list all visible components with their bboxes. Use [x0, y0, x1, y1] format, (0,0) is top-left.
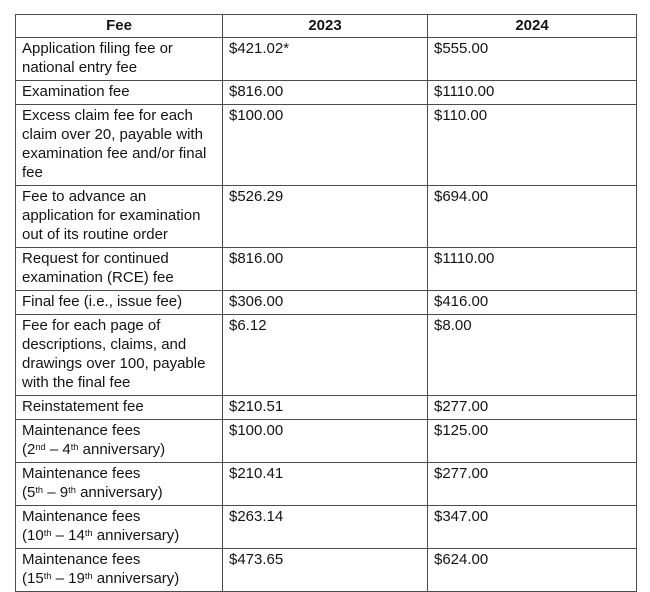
fee-cell-line: examination fee and/or final — [22, 145, 207, 162]
table-row — [16, 420, 637, 463]
table-row — [16, 38, 637, 81]
fee-cell-line: Maintenance fees — [22, 508, 141, 525]
fee-2024-cell: $347.00 — [428, 506, 637, 549]
fee-cell-line: descriptions, claims, and — [22, 336, 187, 353]
table-row — [16, 315, 637, 396]
header-fee: Fee — [16, 15, 223, 38]
fee-cell-line: national entry fee — [22, 59, 138, 76]
fee-2023-cell: $816.00 — [223, 81, 428, 105]
header-row — [16, 15, 637, 38]
fee-2023-cell: $473.65 — [223, 549, 428, 592]
fee-2024-cell: $8.00 — [428, 315, 637, 396]
fee-table-body — [16, 38, 637, 592]
fee-cell — [16, 549, 223, 592]
fee-2023-cell: $6.12 — [223, 315, 428, 396]
fee-2024-cell: $277.00 — [428, 396, 637, 420]
fee-2023-cell: $263.14 — [223, 506, 428, 549]
fee-2024-cell: $624.00 — [428, 549, 637, 592]
fee-cell-line: Maintenance fees — [22, 422, 141, 439]
fee-cell — [16, 506, 223, 549]
fee-cell-line: Excess claim fee for each — [22, 107, 193, 124]
fee-cell-line: Fee to advance an — [22, 188, 147, 205]
fee-2023-cell: $421.02* — [223, 38, 428, 81]
fee-cell-line: (2nd – 4th anniversary) — [22, 441, 166, 458]
fee-2023-cell: $100.00 — [223, 105, 428, 186]
fee-cell — [16, 291, 223, 315]
table-row — [16, 291, 637, 315]
table-row — [16, 463, 637, 506]
fee-cell-line: drawings over 100, payable — [22, 355, 206, 372]
header-2024: 2024 — [428, 15, 637, 38]
fee-2023-cell: $210.51 — [223, 396, 428, 420]
fee-cell-line: Maintenance fees — [22, 465, 141, 482]
table-row — [16, 186, 637, 248]
fee-2024-cell: $1110.00 — [428, 81, 637, 105]
table-row — [16, 549, 637, 592]
fee-cell — [16, 38, 223, 81]
fee-2024-cell: $694.00 — [428, 186, 637, 248]
fee-cell — [16, 105, 223, 186]
fee-cell-line: (5th – 9th anniversary) — [22, 484, 163, 501]
fee-cell-line: with the final fee — [22, 374, 131, 391]
fee-cell — [16, 186, 223, 248]
fee-cell-line: Fee for each page of — [22, 317, 161, 334]
fee-2024-cell: $416.00 — [428, 291, 637, 315]
fee-cell — [16, 463, 223, 506]
fee-2024-cell: $277.00 — [428, 463, 637, 506]
fee-cell-line: Examination fee — [22, 83, 130, 100]
fee-cell-line: fee — [22, 164, 43, 181]
fee-table — [15, 14, 637, 592]
fee-2024-cell: $1110.00 — [428, 248, 637, 291]
fee-cell-line: Final fee (i.e., issue fee) — [22, 293, 183, 310]
fee-cell-line: claim over 20, payable with — [22, 126, 203, 143]
table-row — [16, 248, 637, 291]
fee-cell-line: application for examination — [22, 207, 201, 224]
fee-cell-line: Reinstatement fee — [22, 398, 144, 415]
fee-cell — [16, 315, 223, 396]
fee-2024-cell: $125.00 — [428, 420, 637, 463]
fee-cell-line: Maintenance fees — [22, 551, 141, 568]
fee-cell — [16, 81, 223, 105]
fee-2023-cell: $526.29 — [223, 186, 428, 248]
header-2023: 2023 — [223, 15, 428, 38]
fee-2023-cell: $210.41 — [223, 463, 428, 506]
fee-cell-line: (15th – 19th anniversary) — [22, 570, 180, 587]
fee-cell — [16, 396, 223, 420]
table-row — [16, 81, 637, 105]
fee-cell-line: out of its routine order — [22, 226, 168, 243]
fee-cell-line: (10th – 14th anniversary) — [22, 527, 180, 544]
fee-cell-line: Request for continued — [22, 250, 169, 267]
fee-cell-line: examination (RCE) fee — [22, 269, 174, 286]
fee-2023-cell: $100.00 — [223, 420, 428, 463]
fee-2023-cell: $816.00 — [223, 248, 428, 291]
fee-cell — [16, 420, 223, 463]
table-row — [16, 105, 637, 186]
fee-cell — [16, 248, 223, 291]
fee-2023-cell: $306.00 — [223, 291, 428, 315]
fee-cell-line: Application filing fee or — [22, 40, 173, 57]
table-row — [16, 506, 637, 549]
fee-2024-cell: $555.00 — [428, 38, 637, 81]
table-row — [16, 396, 637, 420]
fee-2024-cell: $110.00 — [428, 105, 637, 186]
